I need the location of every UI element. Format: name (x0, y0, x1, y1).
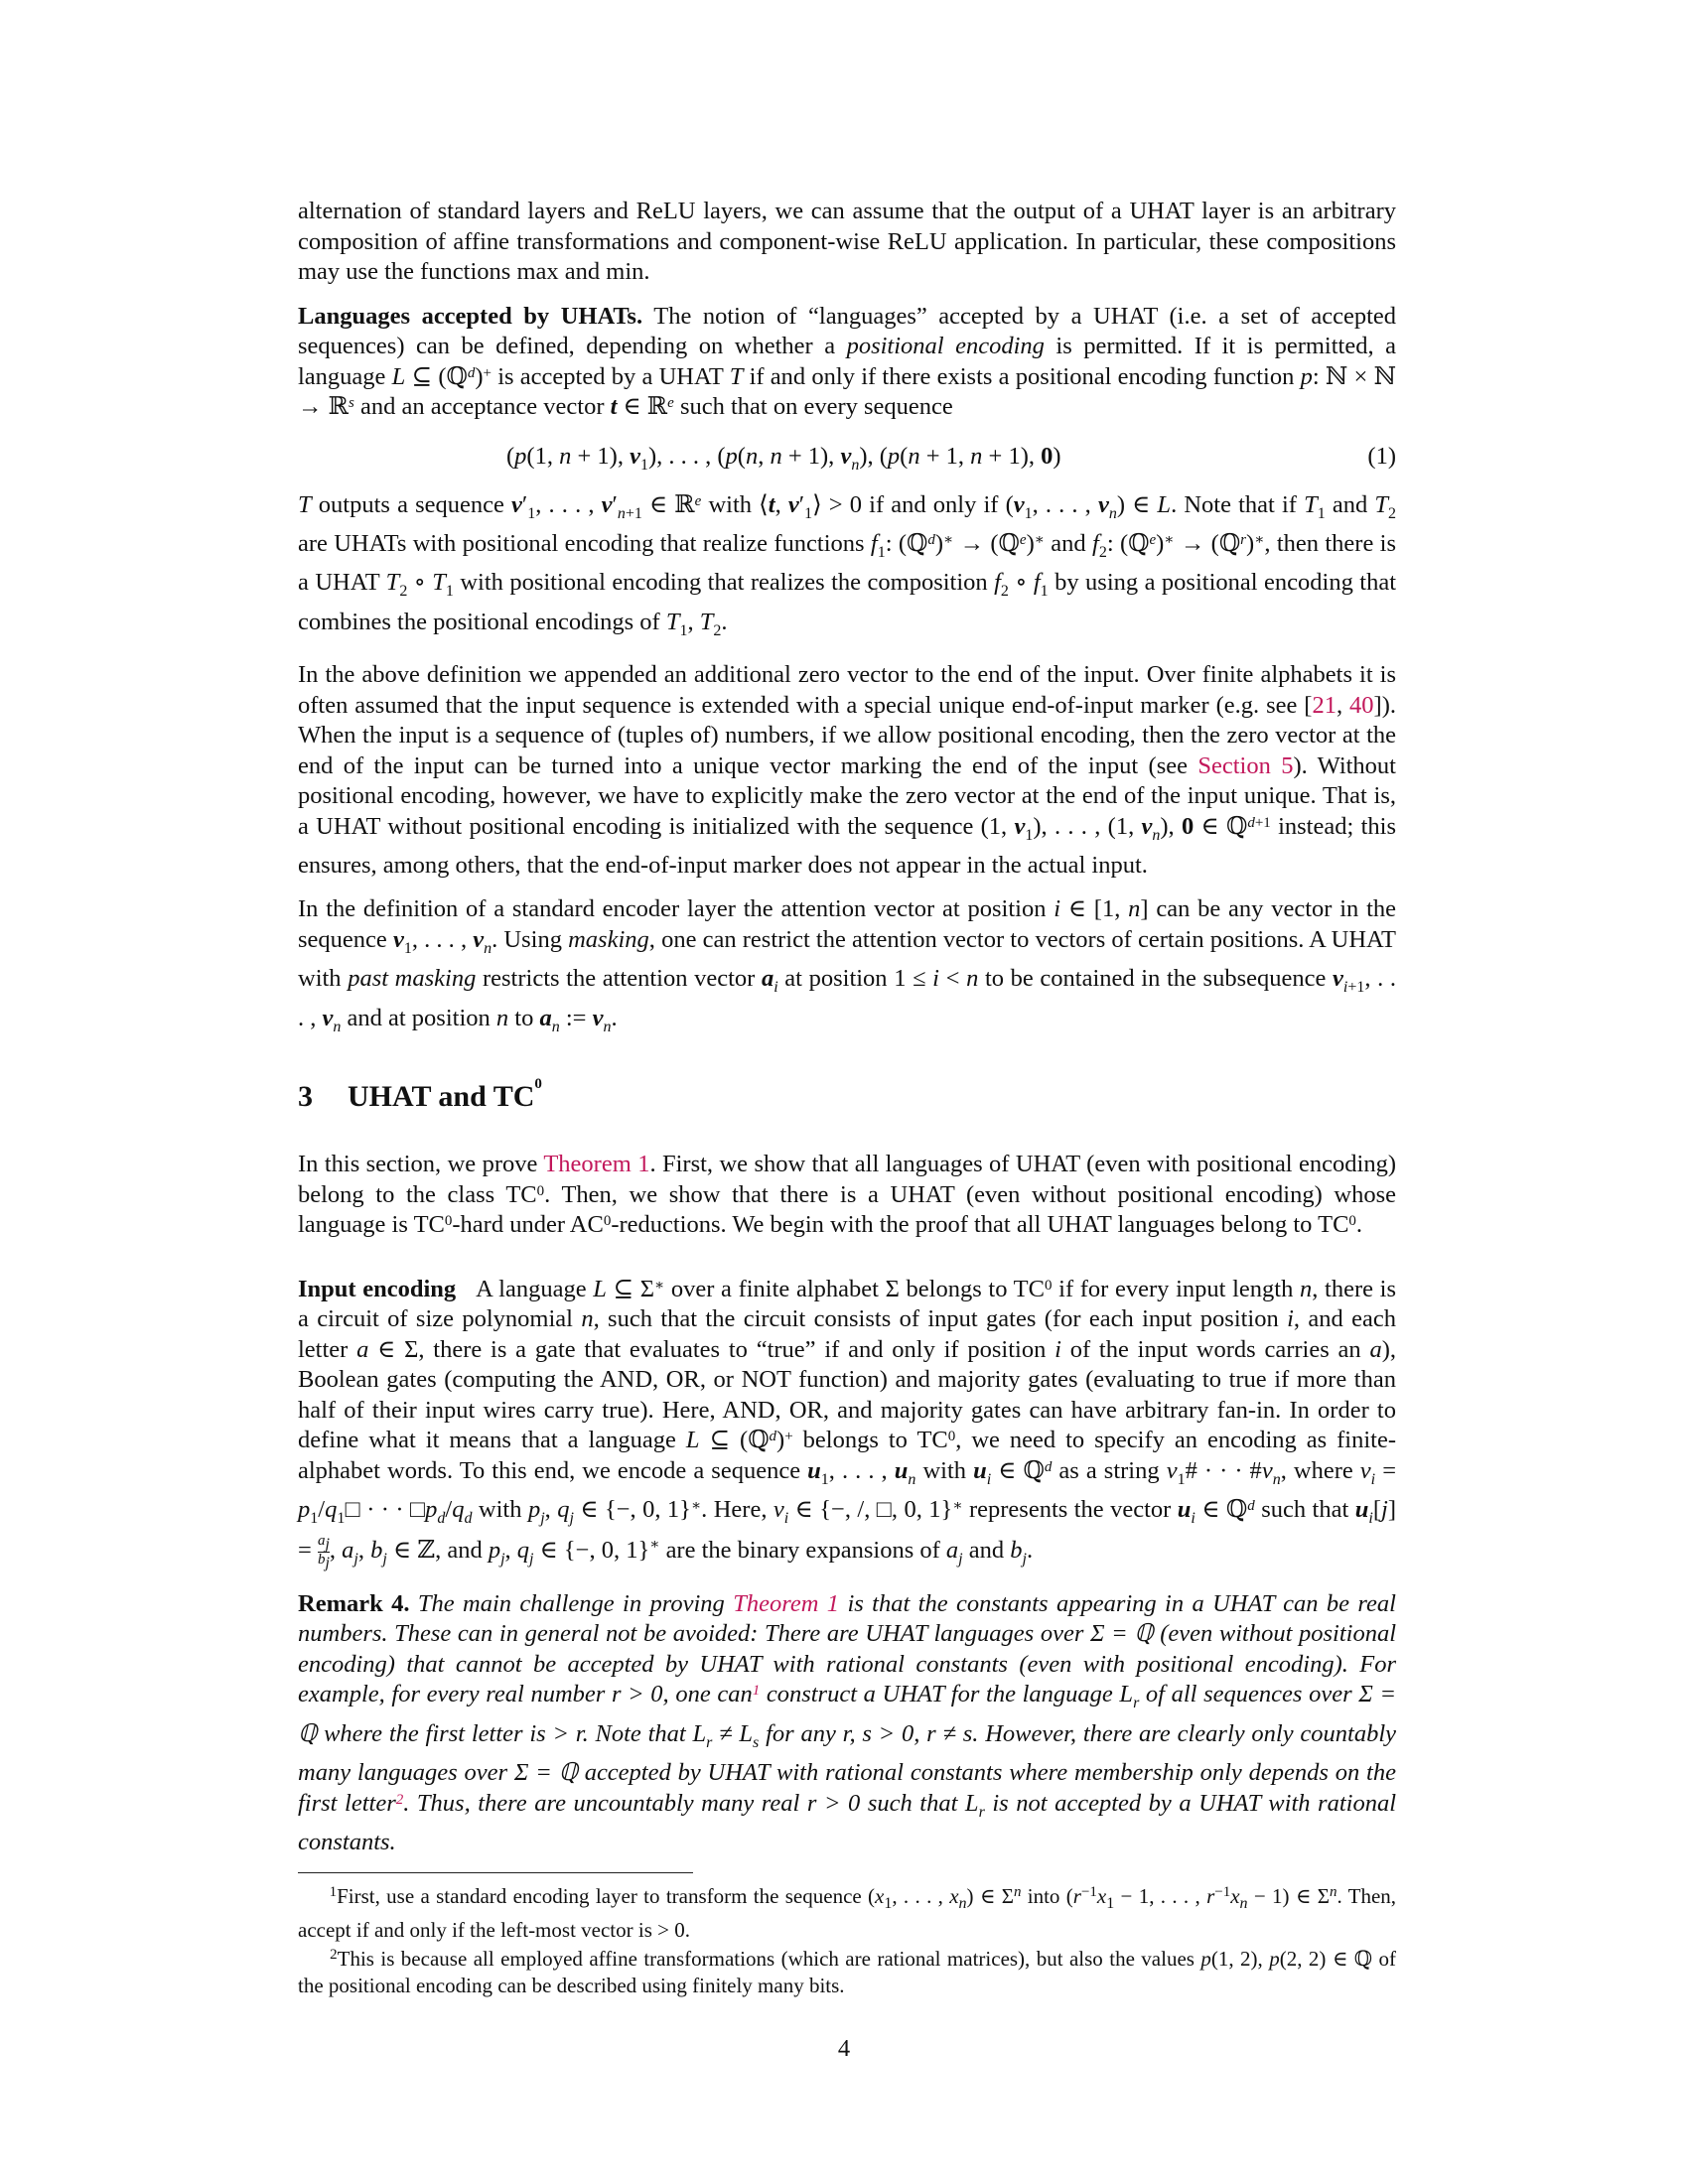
page-number: 4 (837, 2035, 851, 2062)
paragraph-outputs: T outputs a sequence $v'_1$, . . . , $v'_{n+1}$ ∈ ℝ$^e$ with ⟨t, $v'_1⟩ > 0$ if and only if ($v_1$, . . . , $v_n$) ∈ L. Note that if $T_1$ and $T_2$ are UHATs with positional encoding that realize functions $f_1$: (ℚ$^d$)∗ → (ℚ$^e$)∗ and $f_2$: (ℚ$^e$)∗ → (ℚ$^r$)∗, then there is a UHAT $T_2$ ∘ $T_1$ with positional encoding that realizes the composition $f_2$ ∘ $f_1$ by using a positional encoding that combines the positional encodings of $T_1$, $T_2$. (298, 490, 1397, 639)
section-heading (298, 1076, 1396, 1114)
input-encoding-heading: Input encoding (298, 1275, 457, 1302)
paragraph-masking: In the definition of a standard encoder layer the attention vector at position i ∈ [1, n] can be any vector in the sequence $v_1$, . . . , $v_n$. Using masking, one can restrict the attention vector to vectors of certain positions. A UHAT with past masking restricts the attention vector $a_i$ at position 1 ≤ i < n to be contained in the subsequence $v_{i+1}$, . . . , $v_n$ and at position n to $a_n$ := $v_n$. (298, 895, 1397, 1035)
footnote-ref-1[interactable]: 1 (752, 1683, 761, 1700)
theorem-1-link[interactable]: Theorem 1 (543, 1151, 650, 1178)
section-5-link[interactable]: Section 5 (1197, 751, 1294, 779)
equation-body: (p(1, n + 1), $v_1$), . . . , (p(n, n + 1), $v_n$), (p(n + 1, n + 1), 0) (506, 442, 1061, 474)
paper-page (298, 197, 1396, 2001)
footnote-ref-2[interactable]: 2 (395, 1791, 404, 1808)
theorem-1-link-remark[interactable]: Theorem 1 (733, 1589, 840, 1617)
paragraph-section-intro: In this section, we prove Theorem 1. First, we show that all languages of UHAT (even with positional encoding) belong to the class $TC^0$. Then, we show that there is a UHAT (even without positional encoding) whose language is $TC^0$-hard under $AC^0$-reductions. We begin with the proof that all UHAT languages belong to $TC^0$. (298, 1151, 1397, 1239)
remark-4: Remark 4. The main challenge in proving Theorem 1 is that the constants appearing in a UHAT can be real numbers. These can in general not be avoided: There are UHAT languages over Σ = ℚ (even without positional encoding) that cannot be accepted by UHAT with rational constants (even with positional encoding). For example, for every real number r > 0, one can$^1$ construct a UHAT for the language $L_r$ of all sequences over Σ = ℚ where the first letter is > r. Note that $L_r \ne L_s$ for any r, s > 0, r ≠ s. However, there are clearly only countably many languages over Σ = ℚ accepted by UHAT with rational constants where membership only depends on the first letter$^2$. Thus, there are uncountably many real r > 0 such that $L_r$ is not accepted by a UHAT with rational constants. (298, 1589, 1397, 1856)
paragraph-languages: Languages accepted by UHATs. The notion of “languages” accepted by a UHAT (i.e. a set of accepted sequences) can be defined, depending on whether a positional encoding is permitted. If it is permitted, a language L ⊆ (ℚ$^d$)+ is accepted by a UHAT T if and only if there exists a positional encoding function p: ℕ × ℕ → ℝ$^s$ and an acceptance vector t ∈ ℝ$^e$ such that on every sequence (298, 302, 1396, 420)
citation-40[interactable]: 40 (1349, 691, 1374, 719)
section-title: UHAT and $TC^0$ (348, 1076, 542, 1114)
equation-number: (1) (1367, 442, 1396, 470)
paragraph-relu: alternation of standard layers and ReLU layers, we can assume that the output of a UHAT layer is an arbitrary composition of affine transformations and component-wise ReLU application. In particular, these compositions may use the functions max and min. (298, 198, 1396, 285)
languages-heading: Languages accepted by UHATs. (298, 302, 643, 330)
footnote-2: $^2$This is because all employed affine transformations (which are rational matrices), but also the values p(1, 2), p(2, 2) ∈ ℚ of the positional encoding can be described using finitely many bits. (298, 1946, 1396, 1997)
remark-heading: Remark 4. (298, 1589, 410, 1617)
footnote-rule (298, 1872, 693, 1873)
section-number: 3 (298, 1080, 313, 1114)
citation-21[interactable]: 21 (1312, 691, 1336, 719)
footnote-1: $^1$First, use a standard encoding layer to transform the sequence ($x_1$, . . . , $x_n$) ∈ $\Sigma^n$ into ($r^{-1}x_1 - 1$, . . . , $r^{-1}x_n - 1$) ∈ $\Sigma^n$. Then, accept if and only if the left-most vector is > 0. (298, 1883, 1397, 1942)
paragraph-zero-vector: In the above definition we appended an additional zero vector to the end of the input. Over finite alphabets it is often assumed that the input sequence is extended with a special unique end-of-input marker (e.g. see [21, 40]). When the input is a sequence of (tuples of) numbers, if we allow positional encoding, then the zero vector at the end of the input can be turned into a unique vector marking the end of the input (see Section 5). Without positional encoding, however, we have to explicitly make the zero vector at the end of the input unique. That is, a UHAT without positional encoding is initialized with the sequence (1, $v_1$), . . . , (1, $v_n$), 0 ∈ ℚ$^{d+1}$ instead; this ensures, among others, that the end-of-input marker does not appear in the actual input. (298, 661, 1396, 879)
equation-1 (298, 437, 1396, 480)
paragraph-input-encoding: Input encoding A language L ⊆ Σ∗ over a finite alphabet Σ belongs to $TC^0$ if for every input length n, there is a circuit of size polynomial n, such that the circuit consists of input gates (for each input position i, and each letter a ∈ Σ, there is a gate that evaluates to “true” if and only if position i of the input words carries an a), Boolean gates (computing the AND, OR, or NOT function) and majority gates (evaluating to true if more than half of their input wires carry true). Here, AND, OR, and majority gates can have arbitrary fan-in. In order to define what it means that a language L ⊆ (ℚ$^d$)+ belongs to $TC^0$, we need to specify an encoding as finite-alphabet words. To this end, we encode a sequence $u_1$, . . . , $u_n$ with $u_i$ ∈ ℚ$^d$ as a string $v_1\#$ · · · $\#v_n$, where $v_i$ = $p_1/q_1□$ · · · $□p_d/q_d$ with $p_j$, $q_j$ ∈ {−, 0, 1}∗. Here, $v_i$ ∈ {−, /, □, 0, 1}∗ represents the vector $u_i$ ∈ ℚ$^d$ such that $u_i[j]$ = $\frac{a_j}{b_j}$ , $a_j$, $b_j$ ∈ ℤ, and $p_j$, $q_j$ ∈ {−, 0, 1}∗ are the binary expansions of $a_j$ and $b_j$. (298, 1275, 1397, 1572)
